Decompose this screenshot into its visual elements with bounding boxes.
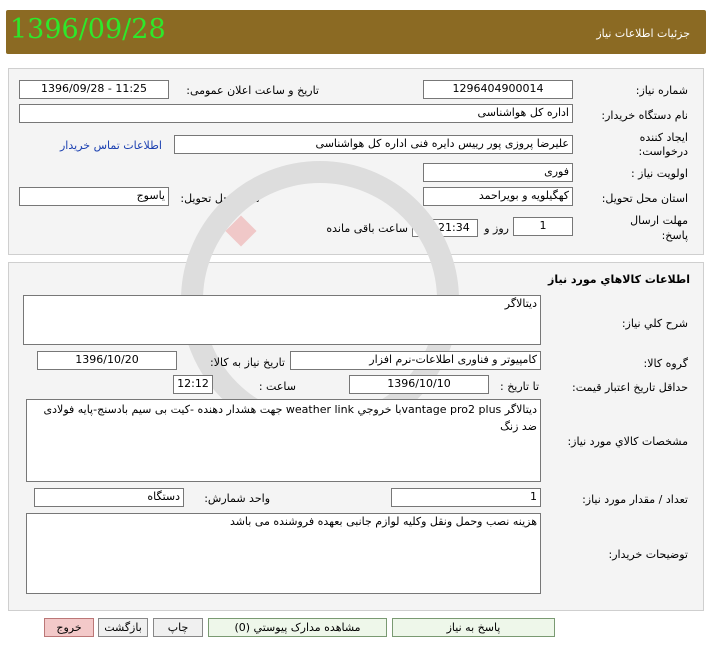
group-label: گروه کالا: <box>643 357 688 370</box>
spec-label: مشخصات کالاي مورد نياز: <box>567 435 688 448</box>
days-field: 1 <box>513 217 573 236</box>
need-number-label: شماره نیاز: <box>635 84 688 97</box>
time-label: ساعت : <box>258 380 296 393</box>
buyer-org-field: اداره کل هواشناسی <box>19 104 573 123</box>
goods-section-title: اطلاعات کالاهاي مورد نياز <box>548 273 690 286</box>
until-date-field: 1396/10/10 <box>349 375 489 394</box>
announce-label: تاریخ و ساعت اعلان عمومی: <box>186 84 319 97</box>
general-desc-label: شرح کلي نياز: <box>621 317 688 330</box>
need-date-field: 1396/10/20 <box>37 351 177 370</box>
min-validity-label: حداقل تاریخ اعتبار قیمت: <box>572 381 688 394</box>
creator-label-2: درخواست: <box>638 145 688 158</box>
deadline-label-2: پاسخ: <box>661 229 688 242</box>
creator-field: علیرضا پروزی پور رییس دایره فنی اداره کل هواشناسی <box>174 135 573 154</box>
announce-field: 1396/09/28 - 11:25 <box>19 80 169 99</box>
back-button[interactable]: بازگشت <box>98 618 148 637</box>
exit-button[interactable]: خروج <box>44 618 94 637</box>
until-date-label: تا تاریخ : <box>500 380 539 393</box>
general-desc-field: ديتالاگر <box>23 295 541 345</box>
group-field: کامپیوتر و فناوری اطلاعات-نرم افزار <box>290 351 541 370</box>
time-left-suffix: ساعت باقی مانده <box>326 222 408 235</box>
need-date-label: تاریخ نیاز به کالا: <box>210 356 285 369</box>
header-date: 1396/09/28 <box>10 14 166 45</box>
priority-field: فوری <box>423 163 573 182</box>
city-label: شهر محل تحویل: <box>180 192 260 205</box>
reply-button[interactable]: پاسخ به نیاز <box>392 618 555 637</box>
buyer-contact-link[interactable]: اطلاعات تماس خریدار <box>60 139 162 152</box>
qty-label: تعداد / مقدار مورد نیاز: <box>582 493 688 506</box>
buyer-notes-label: توضیحات خریدار: <box>608 548 688 561</box>
buyer-org-label: نام دستگاه خریدار: <box>601 109 688 122</box>
qty-field: 1 <box>391 488 541 507</box>
spec-field: ديتالاگر vantage pro2 plusبا خروجي weather link جهت هشدار دهنده -کيت بی سيم بادسنج-پايه فولادی ضد زنگ <box>26 399 541 482</box>
unit-label: واحد شمارش: <box>204 492 270 505</box>
city-field: یاسوج <box>19 187 169 206</box>
province-label: استان محل تحویل: <box>601 192 688 205</box>
time-left-field: 00:21:34 <box>412 219 478 237</box>
buyer-notes-field: هزينه نصب وحمل ونقل وکليه لوازم جانبی بعهده فروشنده می باشد <box>26 513 541 594</box>
print-button[interactable]: چاپ <box>153 618 203 637</box>
day-word: روز و <box>484 222 509 235</box>
view-attachments-button[interactable]: مشاهده مدارک پیوستي (0) <box>208 618 387 637</box>
creator-label-1: ایجاد کننده <box>639 131 688 144</box>
time-field: 12:12 <box>173 375 213 394</box>
priority-label: اولویت نیاز : <box>630 167 688 180</box>
province-field: کهگیلویه و بویراحمد <box>423 187 573 206</box>
deadline-label-1: مهلت ارسال <box>630 214 688 227</box>
page-title: جزئیات اطلاعات نیاز <box>596 27 690 40</box>
need-number-field: 1296404900014 <box>423 80 573 99</box>
unit-field: دستگاه <box>34 488 184 507</box>
